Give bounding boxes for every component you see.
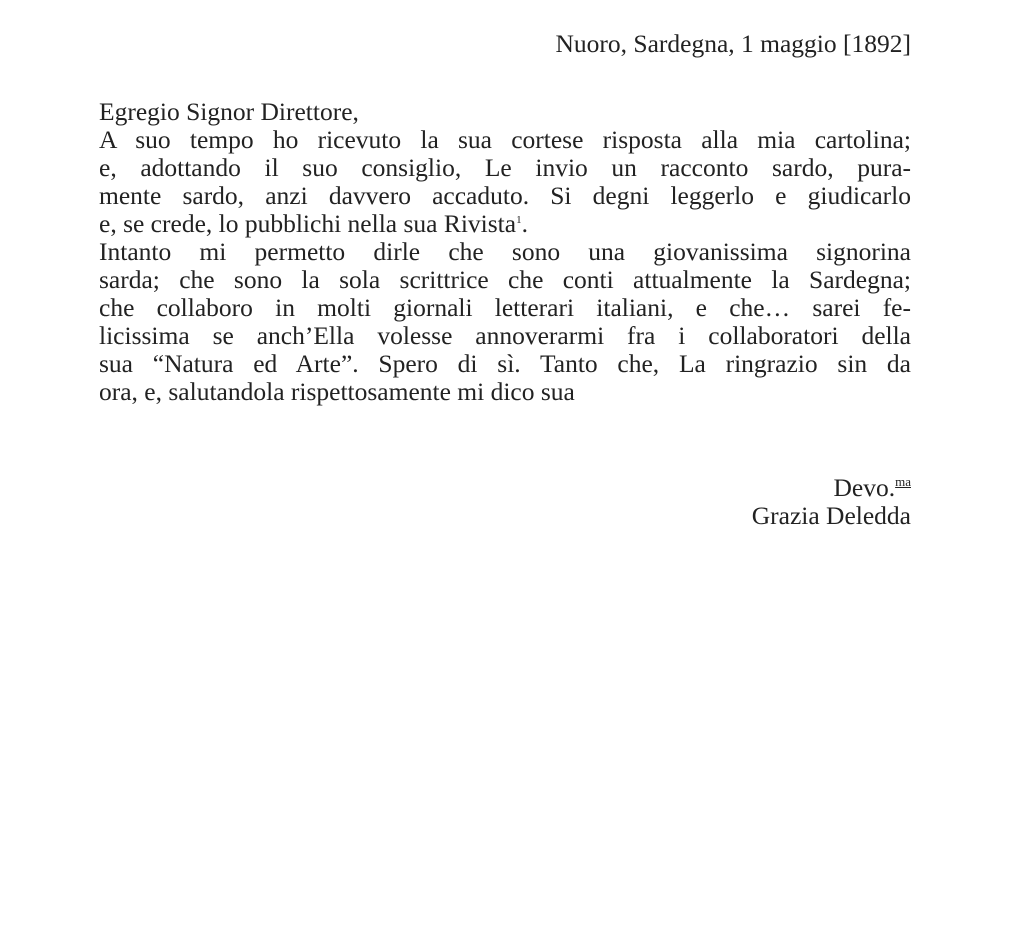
body-line: e, adottando il suo consiglio, Le invio un racconto sardo, pura- — [99, 153, 911, 182]
body-line: sarda; che sono la sola scrittrice che conti attualmente la Sardegna; — [99, 265, 911, 294]
footnote-mark: 1 — [516, 214, 522, 226]
body-line: ora, e, salutandola rispettosamente mi dico sua — [99, 377, 575, 406]
body-line: licissima se anch’Ella volesse annoverarmi fra i collaboratori della — [99, 321, 911, 350]
body-line: mente sardo, anzi davvero accaduto. Si degni leggerlo e giudicarlo — [99, 181, 911, 210]
closing-text: Devo. — [833, 473, 896, 502]
dateline: Nuoro, Sardegna, 1 maggio [1892] — [555, 29, 911, 58]
period: . — [521, 209, 528, 238]
body-line-text: e, se crede, lo pubblichi nella sua Rivista — [99, 209, 517, 238]
body-line: sua “Natura ed Arte”. Spero di sì. Tanto che, La ringrazio sin da — [99, 349, 911, 378]
body-line — [99, 210, 911, 238]
signature: Grazia Deledda — [751, 501, 911, 530]
closing — [99, 468, 911, 502]
body-line: che collaboro in molti giornali letterari italiani, e che… sarei fe- — [99, 293, 911, 322]
salutation: Egregio Signor Direttore, — [99, 97, 359, 126]
body-line: A suo tempo ho ricevuto la sua cortese risposta alla mia cartolina; — [99, 125, 911, 154]
closing-superscript: ma — [895, 474, 911, 489]
body-line: Intanto mi permetto dirle che sono una giovanissima signorina — [99, 237, 911, 266]
